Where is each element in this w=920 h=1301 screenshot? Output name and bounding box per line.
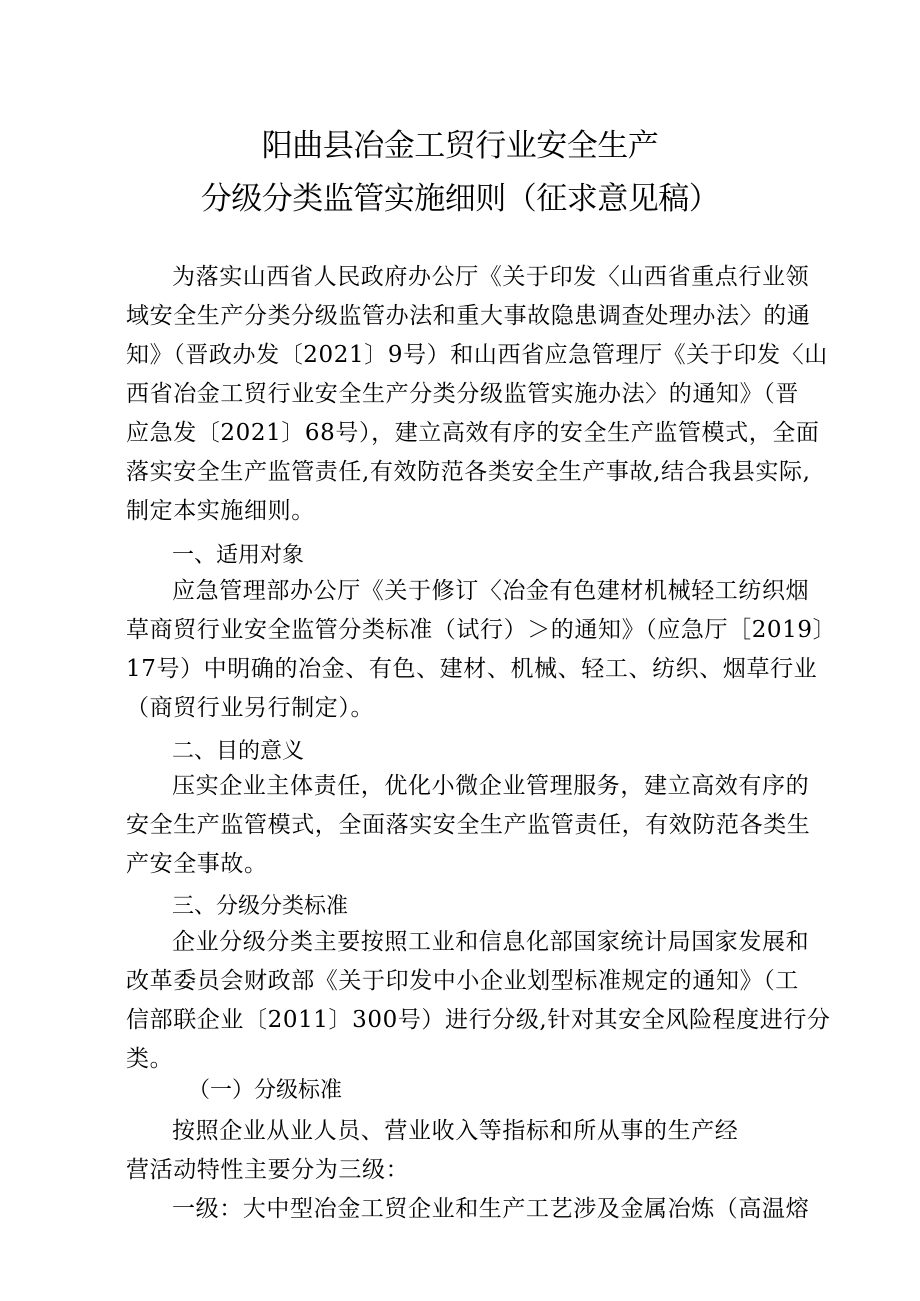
intro-line: 应急发〔2021〕68号），建立高效有序的安全生产监管模式，全面 bbox=[126, 420, 820, 446]
subsection-1-line: 按照企业从业人员、营业收入等指标和所从事的生产经 bbox=[172, 1118, 739, 1144]
subsection-1-heading: （一）分级标准 bbox=[188, 1078, 343, 1103]
section-1-line: 17号）中明确的冶金、有色、建材、机械、轻工、纺织、烟草行业 bbox=[126, 656, 818, 682]
intro-line: 知》（晋政办发〔2021〕9号）和山西省应急管理厅《关于印发〈山 bbox=[126, 342, 828, 368]
intro-line: 为落实山西省人民政府办公厅《关于印发〈山西省重点行业领 bbox=[172, 264, 810, 290]
section-3-line: 改革委员会财政部《关于印发中小企业划型标准规定的通知》（工 bbox=[126, 968, 799, 994]
section-1-line: （商贸行业另行制定）。 bbox=[126, 695, 375, 721]
subsection-1-line: 营活动特性主要分为三级： bbox=[126, 1157, 410, 1183]
section-3-line: 企业分级分类主要按照工业和信息化部国家统计局国家发展和 bbox=[172, 929, 810, 955]
section-2-heading: 二、目的意义 bbox=[172, 739, 305, 764]
intro-line: 落实安全生产监管责任,有效防范各类安全生产事故,结合我县实际, bbox=[126, 459, 811, 485]
section-2-line: 压实企业主体责任，优化小微企业管理服务，建立高效有序的 bbox=[172, 773, 810, 799]
section-1-line: 草商贸行业安全监管分类标准（试行）＞的通知》（应急厅［2019〕 bbox=[126, 617, 837, 643]
section-3-heading: 三、分级分类标准 bbox=[172, 894, 349, 919]
document-title-line-2: 分级分类监管实施细则（征求意见稿） bbox=[200, 181, 720, 217]
section-2-line: 产安全事故。 bbox=[126, 851, 268, 877]
intro-line: 域安全生产分类分级监管办法和重大事故隐患调查处理办法〉的通 bbox=[126, 303, 811, 329]
section-1-heading: 一、适用对象 bbox=[172, 543, 305, 568]
section-2-line: 安全生产监管模式，全面落实安全生产监管责任，有效防范各类生 bbox=[126, 812, 811, 838]
document-title-line-1: 阳曲县冶金工贸行业安全生产 bbox=[261, 128, 659, 164]
section-3-line: 信部联企业〔2011〕300号）进行分级,针对其安全风险程度进行分 bbox=[126, 1007, 831, 1033]
subsection-1-line: 一级：大中型冶金工贸企业和生产工艺涉及金属冶炼（高温熔 bbox=[172, 1196, 810, 1222]
section-3-line: 类。 bbox=[126, 1046, 174, 1072]
intro-line: 制定本实施细则。 bbox=[126, 498, 315, 524]
intro-line: 西省冶金工贸行业安全生产分类分级监管实施办法〉的通知》（晋 bbox=[126, 381, 799, 407]
section-1-line: 应急管理部办公厅《关于修订〈冶金有色建材机械轻工纺织烟 bbox=[172, 578, 810, 604]
